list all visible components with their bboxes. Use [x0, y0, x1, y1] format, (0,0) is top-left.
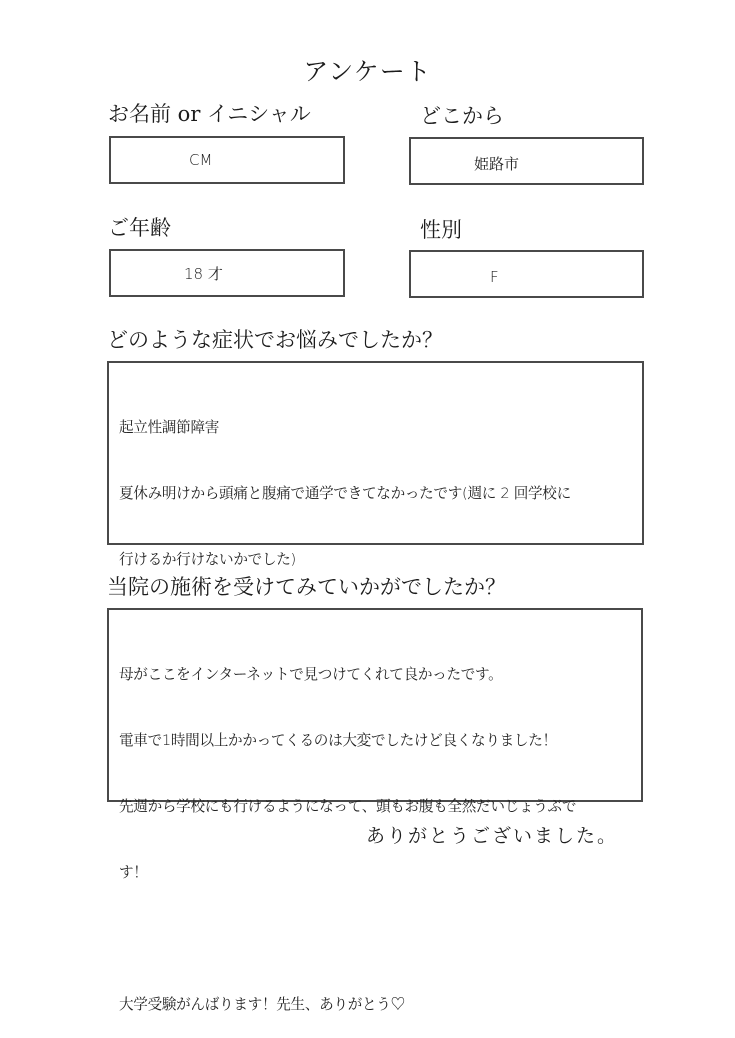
symptoms-line: 起立性調節障害 — [119, 419, 220, 436]
symptoms-line: 夏休み明けから頭痛と腹痛で通学できてなかったです(週に 2 回学校に — [119, 485, 571, 502]
feedback-line: 電車で1時間以上かかってくるのは大変でしたけど良くなりました！ — [119, 732, 557, 749]
form-title: アンケート — [303, 57, 432, 86]
feedback-line: 先週から学校にも行けるようになって、頭もお腹も全然だいじょうぶで — [119, 798, 577, 815]
feedback-question: 当院の施術を受けてみていかがでしたか？ — [107, 575, 506, 599]
age-value: 18 才 — [184, 264, 223, 283]
feedback-line: す！ — [119, 864, 148, 881]
name-value: CM — [189, 151, 213, 169]
gender-value: F — [490, 268, 499, 286]
age-label: ご年齢 — [108, 216, 171, 240]
symptoms-line: 行けるか行けないかでした) — [119, 551, 296, 568]
from-label: どこから — [420, 104, 504, 128]
closing-message: ありがとうございました。 — [366, 825, 619, 847]
age-field — [109, 249, 345, 297]
feedback-line: 母がここをインターネットで見つけてくれて良かったです。 — [119, 666, 503, 683]
gender-field — [409, 250, 644, 298]
feedback-line: 大学受験がんばります！先生、ありがとう♡ — [119, 996, 405, 1013]
feedback-line — [119, 928, 641, 950]
gender-label: 性別 — [420, 218, 462, 242]
from-value: 姫路市 — [474, 154, 520, 173]
name-field — [109, 136, 345, 184]
from-field — [409, 137, 644, 185]
name-label: お名前 or イニシャル — [108, 102, 311, 126]
symptoms-answer-box — [107, 361, 644, 568]
symptoms-question: どのような症状でお悩みでしたか？ — [107, 328, 443, 352]
